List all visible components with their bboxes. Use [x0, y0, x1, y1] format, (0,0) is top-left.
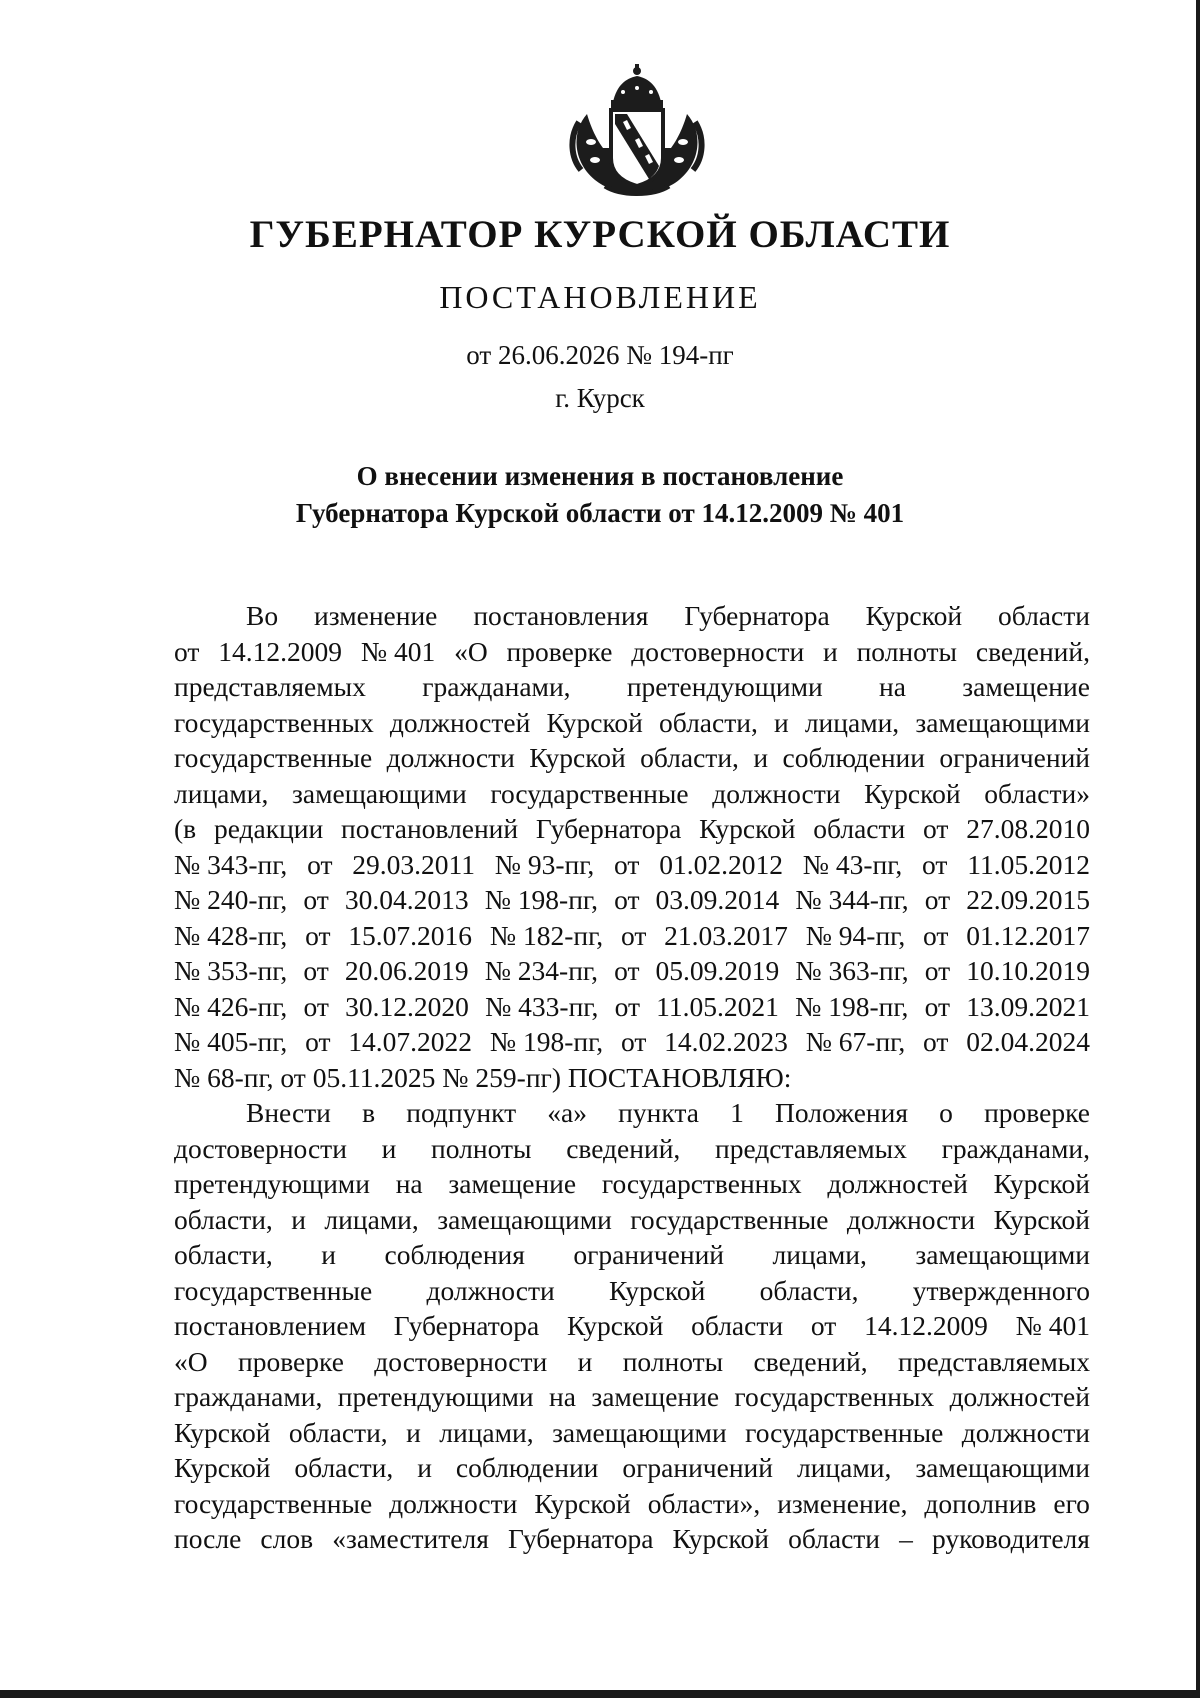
word: лицами,: [439, 1416, 534, 1448]
text-line: [174, 847, 1090, 883]
text-line: [174, 1308, 1090, 1344]
word: № 43-пг,: [802, 848, 903, 880]
word: государственные: [745, 1416, 944, 1448]
text-line: [174, 918, 1090, 954]
word: лицами,: [804, 706, 900, 738]
word: от: [923, 919, 949, 951]
word: от: [307, 848, 333, 880]
text-line: [174, 1379, 1090, 1415]
word: ограничений: [622, 1452, 773, 1483]
word: должности: [961, 1416, 1090, 1448]
word: 14.07.2022: [348, 1026, 473, 1057]
word: утвержденного: [912, 1274, 1090, 1306]
word: Губернатора: [535, 813, 682, 844]
text-line: [174, 1202, 1090, 1238]
word: замещающими: [292, 777, 467, 809]
text-line: [174, 811, 1090, 847]
word: лицами,: [796, 1452, 892, 1483]
text-line: [174, 598, 1090, 634]
word: Курской: [534, 1487, 631, 1519]
word: области: [691, 1310, 784, 1341]
word: замещение: [962, 671, 1090, 702]
word: представляемых: [715, 1132, 907, 1164]
word: 27.08.2010: [966, 813, 1090, 844]
word: государственных: [734, 1381, 935, 1412]
word: должностей: [827, 1168, 968, 1199]
word: сведений,: [753, 1345, 868, 1377]
word: и: [773, 706, 789, 738]
text-line: [174, 1415, 1090, 1451]
word: полноты: [622, 1345, 724, 1377]
word: области»: [984, 777, 1090, 809]
text-line: [174, 1060, 1090, 1096]
word: после: [174, 1523, 242, 1554]
word: № 198-пг,: [489, 1026, 604, 1057]
word: от: [924, 990, 951, 1022]
paragraph-1: [174, 598, 1090, 1095]
word: государственных: [174, 706, 374, 738]
word: № 94-пг,: [805, 919, 906, 951]
word: Курской: [699, 813, 796, 844]
word: полноты: [856, 635, 958, 667]
word: государственные: [174, 742, 373, 773]
word: дополнив: [924, 1487, 1037, 1519]
word: Курской: [672, 1523, 769, 1554]
text-line: [174, 1450, 1090, 1486]
word: замещающими: [915, 706, 1090, 738]
document-date-number: от 26.06.2026 № 194-пг: [466, 340, 734, 370]
text-line: [174, 1095, 1090, 1131]
word: от: [305, 919, 331, 951]
word: № 198-пг,: [795, 990, 909, 1022]
word: ограничений: [939, 742, 1090, 773]
word: (в: [174, 813, 197, 844]
text-line: [174, 1166, 1090, 1202]
word: и: [381, 1132, 397, 1164]
word: соблюдении: [455, 1452, 599, 1483]
word: от: [923, 1026, 949, 1057]
word: замещающими: [915, 1452, 1090, 1483]
word: Курской: [608, 1274, 706, 1306]
word: от: [620, 1026, 647, 1057]
word: на: [879, 671, 906, 702]
word: 13.09.2021: [966, 990, 1090, 1022]
text-line: [174, 740, 1090, 776]
text-line: [174, 989, 1090, 1025]
word: претендующими: [337, 1381, 534, 1412]
word: № 68-пг, от 05.11.2025 № 259-пг) ПОСТАНОВЛЯЮ:: [174, 1061, 792, 1093]
word: замещение: [591, 1381, 720, 1412]
word: сведений,: [566, 1132, 681, 1164]
word: должности: [389, 1487, 518, 1519]
word: и: [321, 1239, 337, 1270]
word: «О: [174, 1345, 208, 1377]
word: Курской: [864, 777, 961, 809]
word: области,: [640, 742, 739, 773]
word: Курской: [546, 706, 643, 738]
word: от: [174, 635, 200, 667]
word: 22.09.2015: [966, 884, 1090, 915]
subject-line-1: О внесении изменения в постановление: [356, 461, 844, 491]
word: достоверности: [174, 1132, 347, 1164]
word: и: [406, 1416, 421, 1448]
word: от: [924, 884, 951, 915]
text-line: [174, 669, 1090, 705]
word: 11.05.2021: [656, 990, 779, 1022]
word: постановления: [473, 600, 649, 631]
paragraph-2: [174, 1095, 1090, 1557]
text-line: [174, 1344, 1090, 1380]
word: «а»: [547, 1097, 587, 1128]
word: достоверности: [631, 635, 805, 667]
text-line: [174, 1024, 1090, 1060]
word: Губернатора: [684, 600, 830, 631]
word: Внести: [246, 1097, 331, 1128]
word: «заместителя: [332, 1523, 489, 1554]
word: области,: [759, 1274, 859, 1306]
word: области,: [288, 1416, 388, 1448]
word: № 353-пг,: [174, 955, 288, 986]
word: ограничений: [573, 1239, 725, 1270]
text-line: [174, 776, 1090, 812]
text-line: [174, 1237, 1090, 1273]
word: гражданами,: [174, 1381, 323, 1412]
word: гражданами,: [941, 1132, 1090, 1164]
word: и: [577, 1345, 593, 1377]
word: лицами,: [324, 1203, 419, 1235]
text-line: [174, 1273, 1090, 1309]
text-line: [174, 1486, 1090, 1522]
issuer-title: ГУБЕРНАТОР КУРСКОЙ ОБЛАСТИ: [249, 213, 951, 256]
word: № 405-пг,: [174, 1026, 288, 1057]
word: –: [899, 1523, 913, 1554]
word: проверке: [984, 1097, 1090, 1128]
word: на: [549, 1381, 576, 1412]
word: № 344-пг,: [795, 884, 909, 915]
word: 1: [730, 1097, 744, 1128]
word: государственных: [601, 1168, 802, 1199]
kursk-coat-of-arms-icon: [565, 62, 709, 198]
word: № 433-пг,: [485, 990, 599, 1022]
word: и: [823, 635, 838, 667]
word: области: [998, 600, 1090, 631]
word: области,: [174, 1203, 273, 1235]
word: государственные: [490, 777, 689, 809]
word: государственные: [174, 1487, 373, 1519]
word: полноты: [431, 1132, 532, 1164]
word: от: [924, 955, 951, 986]
word: о: [939, 1097, 953, 1128]
word: в: [362, 1097, 376, 1128]
word: 20.06.2019: [344, 955, 469, 986]
word: 01.12.2017: [966, 919, 1090, 951]
word: от: [303, 955, 329, 986]
word: «О: [454, 635, 488, 667]
word: № 401: [1015, 1310, 1090, 1341]
document-body: [174, 598, 1090, 1557]
document-type: ПОСТАНОВЛЕНИЕ: [439, 279, 761, 315]
word: № 67-пг,: [805, 1026, 906, 1057]
document-city: г. Курск: [555, 383, 645, 413]
word: № 401: [360, 635, 436, 667]
word: должностей: [949, 1381, 1090, 1412]
word: Курской: [993, 1203, 1090, 1235]
word: претендующими: [626, 671, 823, 702]
word: от: [303, 884, 329, 915]
word: от: [923, 813, 949, 844]
word: Курской: [529, 742, 626, 773]
word: постановлением: [174, 1310, 366, 1341]
word: Курской: [174, 1416, 271, 1448]
text-line: [174, 1521, 1090, 1557]
word: претендующими: [174, 1168, 370, 1199]
subject-line-2: Губернатора Курской области от 14.12.2009 № 401: [295, 498, 905, 528]
word: лицами,: [174, 777, 269, 809]
word: представляемых: [898, 1345, 1090, 1377]
word: 14.02.2023: [664, 1026, 788, 1057]
word: соблюдении: [782, 742, 925, 773]
word: должностей: [389, 706, 531, 738]
word: области,: [294, 1452, 394, 1483]
word: 14.12.2009: [864, 1310, 988, 1341]
word: пункта: [618, 1097, 699, 1128]
word: проверке: [238, 1345, 344, 1377]
word: должности: [846, 1203, 976, 1235]
word: 02.04.2024: [966, 1026, 1090, 1057]
word: от: [810, 1310, 837, 1341]
word: лицами,: [772, 1239, 867, 1270]
word: от: [614, 955, 640, 986]
scan-edge-bottom: [0, 1690, 1200, 1698]
word: должности: [426, 1274, 555, 1306]
word: от: [614, 848, 640, 880]
word: 01.02.2012: [659, 848, 783, 880]
word: государственные: [630, 1203, 829, 1235]
word: Курской: [566, 1310, 664, 1341]
word: должности: [386, 742, 515, 773]
word: слов: [260, 1523, 314, 1554]
text-line: [174, 953, 1090, 989]
word: 15.07.2016: [348, 919, 473, 951]
word: от: [303, 990, 329, 1022]
word: руководителя: [932, 1523, 1090, 1554]
word: от: [305, 1026, 331, 1057]
word: от: [614, 884, 640, 915]
text-line: [174, 1131, 1090, 1167]
word: области: [813, 813, 906, 844]
word: области,: [174, 1239, 273, 1270]
word: замещающими: [915, 1239, 1090, 1270]
word: достоверности: [374, 1345, 548, 1377]
word: Курской: [174, 1452, 271, 1483]
word: от: [620, 919, 647, 951]
word: от: [614, 990, 640, 1022]
word: 21.03.2017: [664, 919, 788, 951]
word: государственные: [174, 1274, 373, 1306]
word: и: [417, 1452, 432, 1483]
word: № 234-пг,: [484, 955, 598, 986]
word: изменение,: [777, 1487, 908, 1519]
word: 05.09.2019: [655, 955, 780, 986]
word: № 363-пг,: [795, 955, 909, 986]
text-line: [174, 634, 1090, 670]
word: от: [922, 848, 948, 880]
word: Положения: [775, 1097, 908, 1128]
word: соблюдения: [384, 1239, 525, 1270]
word: 10.10.2019: [966, 955, 1090, 986]
word: 30.12.2020: [345, 990, 469, 1022]
word: и: [753, 742, 769, 773]
word: сведений,: [975, 635, 1090, 667]
word: гражданами,: [422, 671, 571, 702]
word: изменение: [314, 600, 438, 631]
word: замещающими: [437, 1203, 612, 1235]
word: Курской: [865, 600, 963, 631]
word: 29.03.2011: [352, 848, 475, 880]
word: представляемых: [174, 671, 366, 702]
word: 11.05.2012: [967, 848, 1090, 880]
word: подпункт: [406, 1097, 517, 1128]
word: № 93-пг,: [494, 848, 595, 880]
word: № 240-пг,: [174, 884, 288, 915]
word: Во: [246, 600, 279, 631]
word: области,: [659, 706, 758, 738]
word: № 428-пг,: [174, 919, 288, 951]
word: редакции: [213, 813, 324, 844]
word: и: [291, 1203, 306, 1235]
word: проверке: [506, 635, 613, 667]
word: области: [788, 1523, 881, 1554]
text-line: [174, 705, 1090, 741]
word: его: [1053, 1487, 1090, 1519]
word: № 426-пг,: [174, 990, 288, 1022]
word: 03.09.2014: [655, 884, 780, 915]
text-line: [174, 882, 1090, 918]
word: на: [395, 1168, 423, 1199]
word: области»,: [647, 1487, 761, 1519]
word: постановлений: [341, 813, 519, 844]
word: 30.04.2013: [344, 884, 469, 915]
word: должности: [712, 777, 841, 809]
word: № 198-пг,: [484, 884, 598, 915]
word: № 343-пг,: [174, 848, 288, 880]
word: № 182-пг,: [489, 919, 604, 951]
word: Курской: [993, 1168, 1090, 1199]
word: замещающими: [552, 1416, 727, 1448]
word: замещение: [448, 1168, 577, 1199]
word: 14.12.2009: [218, 635, 342, 667]
word: Губернатора: [393, 1310, 540, 1341]
word: Губернатора: [508, 1523, 654, 1554]
document-subject: [0, 458, 1200, 532]
